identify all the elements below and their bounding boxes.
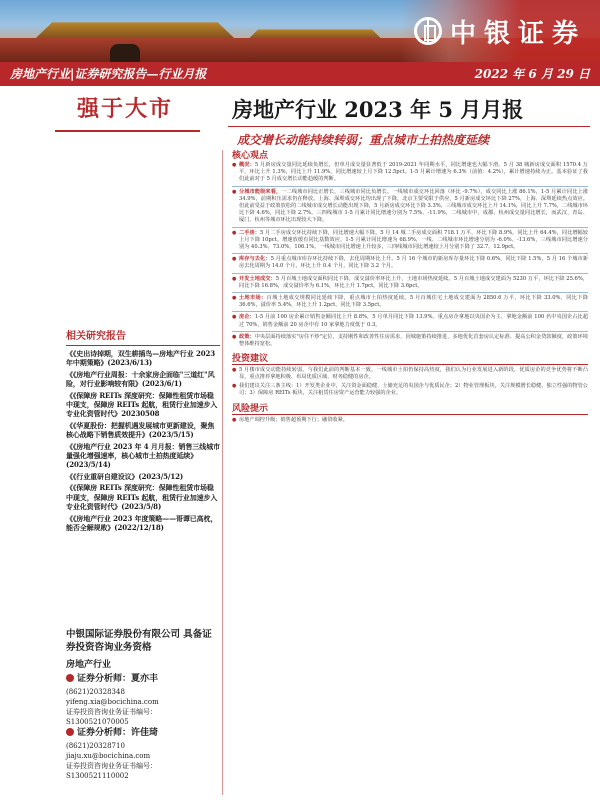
core-point: ● 开发土地成交：5 月百城土地成交面积同比下降，成交溢价率环比上升，土地市场热度延续。5 月百城土地成交建面为 5230 万平，环比下降 25.6%，同比下降 16.8%，成交溢价率为 6.1%，环比上升 1.7pct，同比下降 3.6pct。 <box>232 276 588 290</box>
related-item[interactable]: 《 《房地产行业周报：十余家房企面临"三道红"风险，对行业影响较有限》(2023/6/1) <box>66 370 220 389</box>
analyst-icon <box>66 728 74 736</box>
bank-logo-icon <box>414 17 442 45</box>
investment-point: ● 5 月楼市成交动能持续转弱，与我们此前的判断基本一致，一线城市土拍仍保持高热度，我们认为行业发展进入新阶段，优质房企的竞争优势将不断凸显，重点推荐拿地积极、布局优质区域、财务稳健的房企。 <box>232 367 588 381</box>
risk-text: ● 房地产调控升级；销售超预期下行；融资收紧。 <box>232 417 588 424</box>
core-point: ● 二手房：5 月二手房成交环比持续下降，同比增速大幅下降。5 月 14 城二手房成交面积 718.1 万平，环比下降 8.9%，同比上升 64.4%，同比增幅较上月下降 10pct。增速放缓有同比基数效应，1-5 月累计同比增速为 68.9%，一线、二线城市环比增速分别为 -6.0%、-13.6%，三线城市同比增速分别为 40.3%、73.0%、106.1%。一线城市同比增速上升较多，三四线城市同比增速较上月分别下降了 32.7、12.9pct。 <box>232 230 588 252</box>
analyst-cert: 证券投资咨询业务证书编号：S1300521110002 <box>66 762 157 780</box>
related-item[interactable]: 《 《行业重研自建设议》(2023/5/12) <box>66 472 220 481</box>
brand-name: 中银证券 <box>449 18 586 49</box>
point-divider <box>232 273 588 274</box>
analyst-phone: (8621)20328710 <box>66 742 125 750</box>
company-name: 中银国际证券股份有限公司 具备证券投资咨询业务资格 <box>66 629 212 653</box>
analyst-icon <box>66 674 74 682</box>
industry-label: 房地产行业 <box>66 660 112 670</box>
rating-label: 强于大市 <box>76 96 173 122</box>
report-strip <box>0 62 600 86</box>
investment-point: ● 我们建议关注三条主线：1）开发类企业中，关注资金面稳健、土储充足的央国企与优质民企；2）物业管理板块，关注规模增长稳健、独立性强的物管公司；3）保障房 REITs 板块，关注租赁住房资产运营能力较强的企业。 <box>232 383 588 397</box>
point-divider <box>232 227 588 228</box>
report-category: 房地产行业|证券研究报告—行业月报 <box>10 67 207 81</box>
point-divider <box>232 331 588 332</box>
brand-logo <box>400 0 600 62</box>
analyst-email[interactable]: yifeng.xia@bocichina.com <box>66 698 159 706</box>
core-point: ● 概况：5 月新房成交量同比延续负增长，但单月成交量显著低于 2019-2021 年同期水平，同比增速也大幅下滑。5 月 38 城新房成交面积 1570.4 万平，环比上升 1.3%，同比上升 11.9%，同比增速较上月下降 12.5pct。1-5 月累计增速为 6.3%（前值：4.2%），累计增速持续为正。基本验证了我们此前对于 5 月成交增长动能趋缓的判断。 <box>232 162 588 184</box>
investment-title: 投资建议 <box>232 354 269 365</box>
page-title: 房地产行业 2023 年 5 月月报 <box>232 97 524 122</box>
analyst-cert: 证券投资咨询业务证书编号：S1300521070005 <box>66 708 157 726</box>
core-title: 核心观点 <box>232 151 269 161</box>
analyst-card <box>66 728 216 781</box>
investment-divider <box>232 364 588 365</box>
analyst-name: 证券分析师：许佳琦 <box>66 728 216 738</box>
related-item[interactable]: 《 《华夏股份：把握机遇发展城市更新建设，聚焦核心战略下销售质效提升》(2023/5/15) <box>66 421 220 440</box>
related-item[interactable]: 《 《房地产行业 2023 年度策略——哥谭已高枕，能否全解规败》(2022/12/18) <box>66 514 220 533</box>
risk-divider <box>232 414 588 415</box>
core-point: ● 分城市能级来看，一二线城市同比正增长，三线城市同比负增长。一线城市成交环比回落（环比 -9.7%），成交同比上涨 86.1%，1-5 月累计同比上涨 34.9%，前期积压需求仍在释放。上海、深圳成交环比均出现了下降，北京主要受限于供应，5 月新房成交环比下降 27%，上海、深圳延续热点效应。但此前受益于政策放松的二线城市成交增长动能出现下降，5 月新房成交环比下降 3.3%，三线城市成交环比上升 14.1%，同比上升 7.7%，二线城市环比下降 4.6%，同比下降 2.7%。三四线城市 1-5 月累计同比增速分别为 7.5%、-11.9%，二线城市中，成都、杭州成交量同比增长，而武汉、青岛、厦门、杭州等城市环比出现较大下降。 <box>232 189 588 225</box>
point-divider <box>232 253 588 254</box>
core-point: ● 土地市场：百城土地成交规模同比延续下降，重点城市土拍热度延续。5 月百城住宅土地成交建面为 2850.6 万平，环比下降 33.0%，同比下降 36.6%，溢价率 5.4%，环比上升 1.2pct，同比下降 3.5pct。 <box>232 295 588 309</box>
core-point: ● 房企：1-5 月前 100 房企累计销售金额同比上升 8.8%，5 月单月同比下降 13.9%。重点房企拿地以央国企为主，拿地金额前 100 名中央国企占比超过 70%，销售金额前 20 房企中有 10 家拿地力度低于 0.3。 <box>232 314 588 328</box>
core-point: ● 库存与去化：5 月重点城市库存环比持续下降，去化周期环比上升。5 月 16 个城市的新房库存量环比下降 0.6%，同比下降 1.5%，5 月 16 个城市新房去化周期为 14.0 个月，环比上升 0.4 个月，同比下降 3.2 个月。 <box>232 256 588 270</box>
related-research <box>66 330 220 534</box>
analyst-name: 证券分析师：夏亦丰 <box>66 674 216 684</box>
point-divider <box>232 292 588 293</box>
title-divider <box>228 126 590 127</box>
risk-title: 风险提示 <box>232 403 269 414</box>
column-divider <box>222 150 223 795</box>
related-item[interactable]: 《 《房地产行业 2023 年 4 月月报：销售三线城市量强化增强速率，核心城市土拍热度延续》(2023/5/14) <box>66 442 220 470</box>
report-date: 2022 年 6 月 29 日 <box>474 67 590 81</box>
core-point: ● 政策：中央层面持续落实"房住不炒"定位，支持刚性和改善性住房需求，因城施策持续推进，多地优化首套房认定标准、提高公积金贷款额度，政策环境整体维持宽松。 <box>232 334 588 348</box>
point-divider <box>232 311 588 312</box>
related-item[interactable]: 《 《史出诗掉期，双生耕插鸟—房地产行业 2023 年中期策略》(2023/6/13) <box>66 349 220 368</box>
analyst-phone: (8621)20328348 <box>66 688 125 696</box>
analyst-card <box>66 674 216 727</box>
palace-roof-graphic <box>20 18 250 40</box>
related-item[interactable]: 《 《保障房 REITs 深度研究：保障性租赁市场稳中现支，保障房 REITs 起航，租赁行业加速步入专业化资管时代》20230508 <box>66 391 220 419</box>
related-item[interactable]: 《 《保障房 REITs 深度研究：保障性租赁市场稳中现支，保障房 REITs 起航，租赁行业加速步入专业化资管时代》(2023/5/8) <box>66 483 220 511</box>
rating-divider <box>55 130 200 132</box>
point-divider <box>232 186 588 187</box>
analyst-email[interactable]: jiaju.xu@bocichina.com <box>66 752 151 760</box>
core-views <box>232 150 588 424</box>
related-title: 相关研究报告 <box>66 331 126 342</box>
page-subtitle: 成交增长动能持续转弱；重点城市土拍热度延续 <box>237 133 490 147</box>
header-banner <box>0 0 600 62</box>
related-divider <box>66 345 220 346</box>
palace-gate-graphic <box>110 44 140 62</box>
